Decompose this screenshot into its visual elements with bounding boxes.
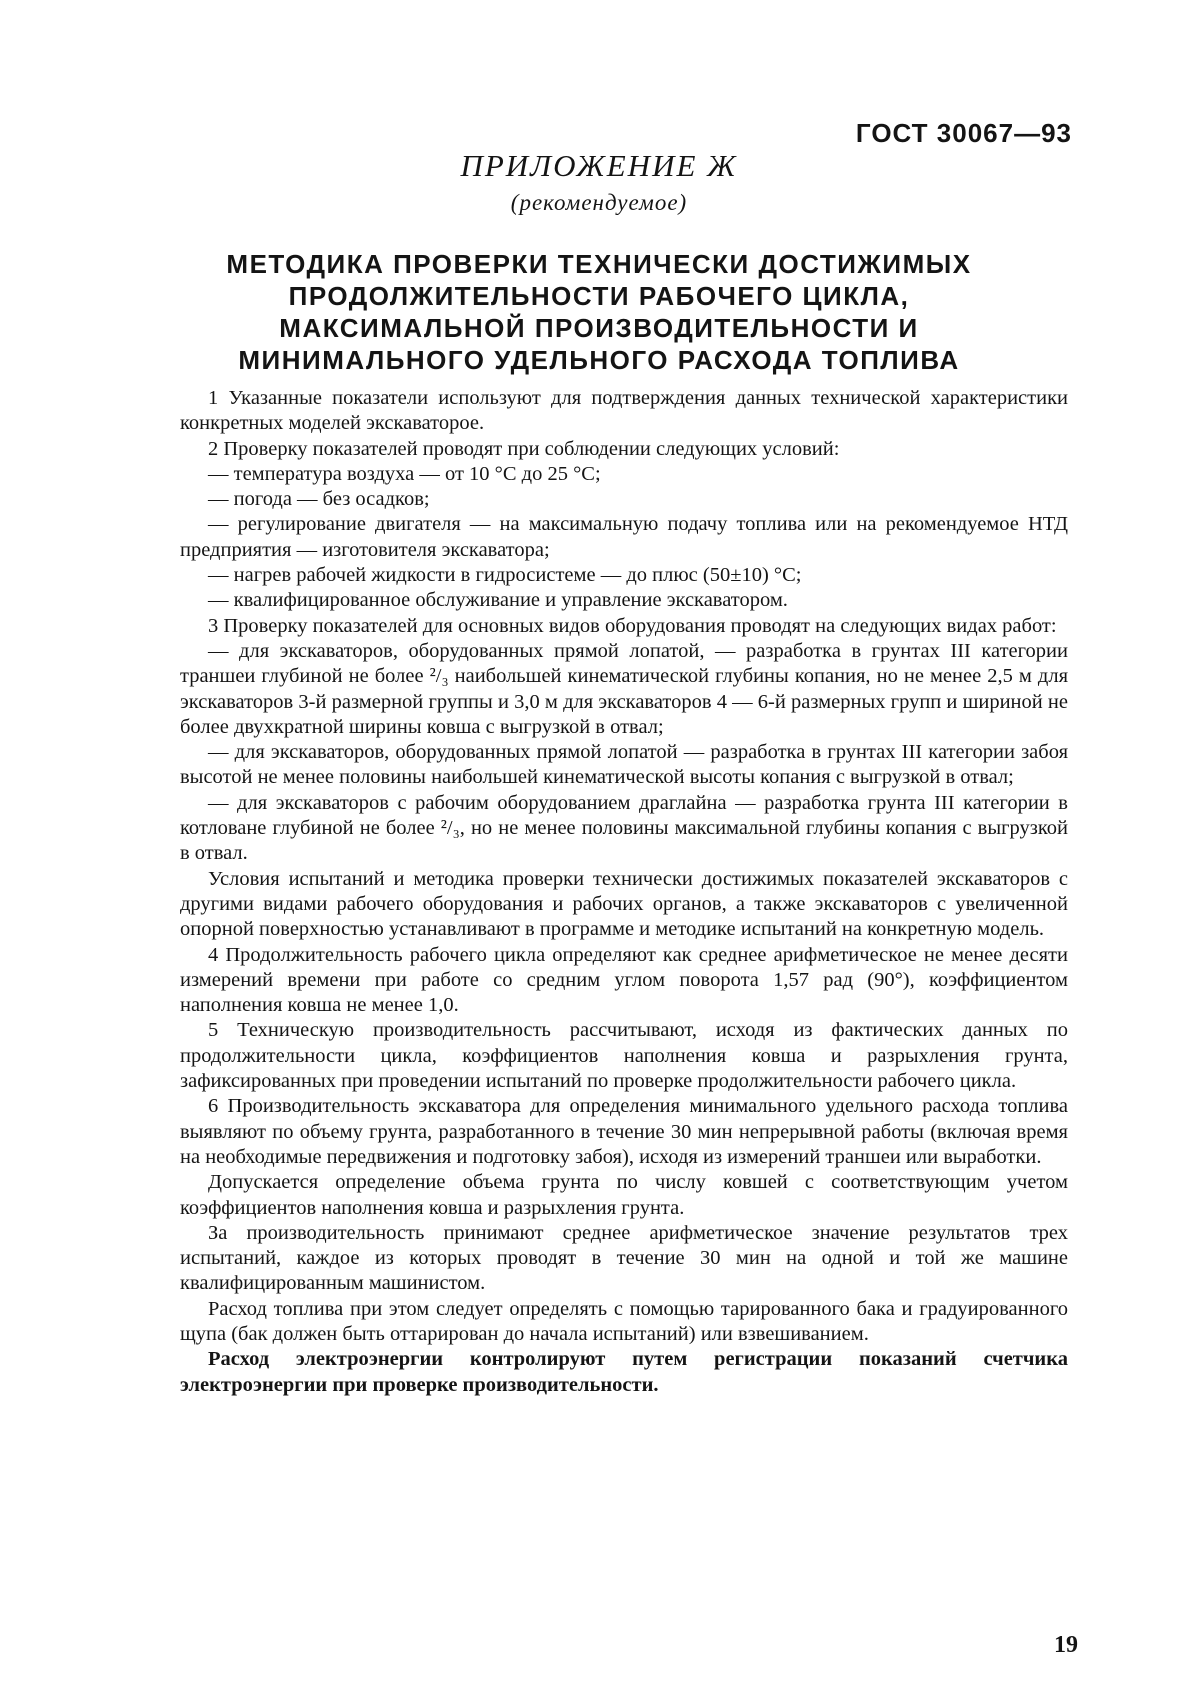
paragraph-fuel: Расход топлива при этом следует определять с помощью тарированного бака и градуированного щупа (бак должен быть оттарирован до начала испытаний) или взвешиванием. — [180, 1297, 1068, 1345]
condition-temperature: — температура воздуха — от 10 °С до 25 °С; — [208, 462, 601, 485]
paragraph-2: 2 Проверку показателей проводят при соблюдении следующих условий: — [208, 437, 840, 460]
title-line: ПРОДОЛЖИТЕЛЬНОСТИ РАБОЧЕГО ЦИКЛА, — [288, 281, 910, 311]
condition-service: — квалифицированное обслуживание и управление экскаватором. — [208, 589, 788, 612]
title-line: МЕТОДИКА ПРОВЕРКИ ТЕХНИЧЕСКИ ДОСТИЖИМЫХ — [226, 249, 972, 279]
condition-weather: — погода — без осадков; — [208, 488, 430, 511]
paragraph-other-equipment: Условия испытаний и методика проверки технически достижимых показателей экскаваторов с другими видами рабочего оборудования и рабочих органов, а также экскаваторов с увеличенной опорной поверхностью устанавливают в программе и методике испытаний на конкретную модель. — [180, 867, 1068, 941]
title-line: МИНИМАЛЬНОГО УДЕЛЬНОГО РАСХОДА ТОПЛИВА — [238, 345, 960, 375]
work-type-dragline: — для экскаваторов с рабочим оборудованием драглайна — разработка грунта III категории в котловане глубиной не более ²/₃, но не менее половины максимальной глубины копания с выгрузкой в отвал. — [180, 791, 1068, 865]
standard-code: ГОСТ 30067—93 — [855, 118, 1072, 148]
title-line: МАКСИМАЛЬНОЙ ПРОИЗВОДИТЕЛЬНОСТИ И — [279, 313, 919, 343]
paragraph-1: 1 Указанные показатели используют для подтверждения данных технической характеристики конкретных моделей экскаваторое. — [180, 387, 1068, 435]
condition-engine: — регулирование двигателя — на максимальную подачу топлива или на рекомендуемое НТД предприятия — изготовителя экскаватора; — [180, 513, 1068, 561]
paragraph-4: 4 Продолжительность рабочего цикла определяют как среднее арифметическое не менее десяти измерений времени при работе со средним углом поворота 1,57 рад (90°), коэффициентом наполнения ковша не менее 1,0. — [180, 943, 1068, 1017]
condition-hydraulics: — нагрев рабочей жидкости в гидросистеме — до плюс (50±10) °С; — [208, 564, 802, 587]
paragraph-5: 5 Техническую производительность рассчитывают, исходя из фактических данных по продолжительности цикла, коэффициентов наполнения ковша и разрыхления грунта, зафиксированных при проведении испытаний по проверке продолжительности рабочего цикла. — [180, 1019, 1068, 1093]
document-body — [180, 386, 1068, 1398]
page-number: 19 — [1054, 1632, 1078, 1658]
work-type-shovel-face: — для экскаваторов, оборудованных прямой лопатой — разработка в грунтах III категории забоя высотой не менее половины наибольшей кинематической высоты копания с выгрузкой в отвал; — [180, 741, 1068, 789]
paragraph-electricity: Расход электроэнергии контролируют путем регистрации показаний счетчика электроэнергии при проверке производительности. — [180, 1348, 1068, 1396]
paragraph-average: За производительность принимают среднее арифметическое значение результатов трех испытаний, каждое из которых проводят в течение 30 мин на одной и той же машине квалифицированным машинистом. — [180, 1221, 1068, 1295]
document-title — [0, 248, 1198, 376]
paragraph-3: 3 Проверку показателей для основных видов оборудования проводят на следующих видах работ: — [208, 614, 1057, 637]
appendix-label: ПРИЛОЖЕНИЕ Ж — [460, 148, 738, 183]
paragraph-bucket-count: Допускается определение объема грунта по числу ковшей с соответствующим учетом коэффициентов наполнения ковша и разрыхления грунта. — [180, 1171, 1068, 1219]
work-type-shovel-trench: — для экскаваторов, оборудованных прямой лопатой, — разработка в грунтах III категории траншеи глубиной не более ²/₃ наибольшей кинематической глубины копания, но не менее 2,5 м для экскаваторов 3-й размерной группы и 3,0 м для экскаваторов 4 — 6-й размерных групп и шириной не более двухкратной ширины ковша с выгрузкой в отвал; — [180, 639, 1068, 738]
appendix-status: (рекомендуемое) — [510, 190, 688, 215]
paragraph-6: 6 Производительность экскаватора для определения минимального удельного расхода топлива выявляют по объему грунта, разработанного в течение 30 мин непрерывной работы (включая время на необходимые передвижения и подготовку забоя), исходя из измерений траншеи или выработки. — [180, 1095, 1068, 1168]
